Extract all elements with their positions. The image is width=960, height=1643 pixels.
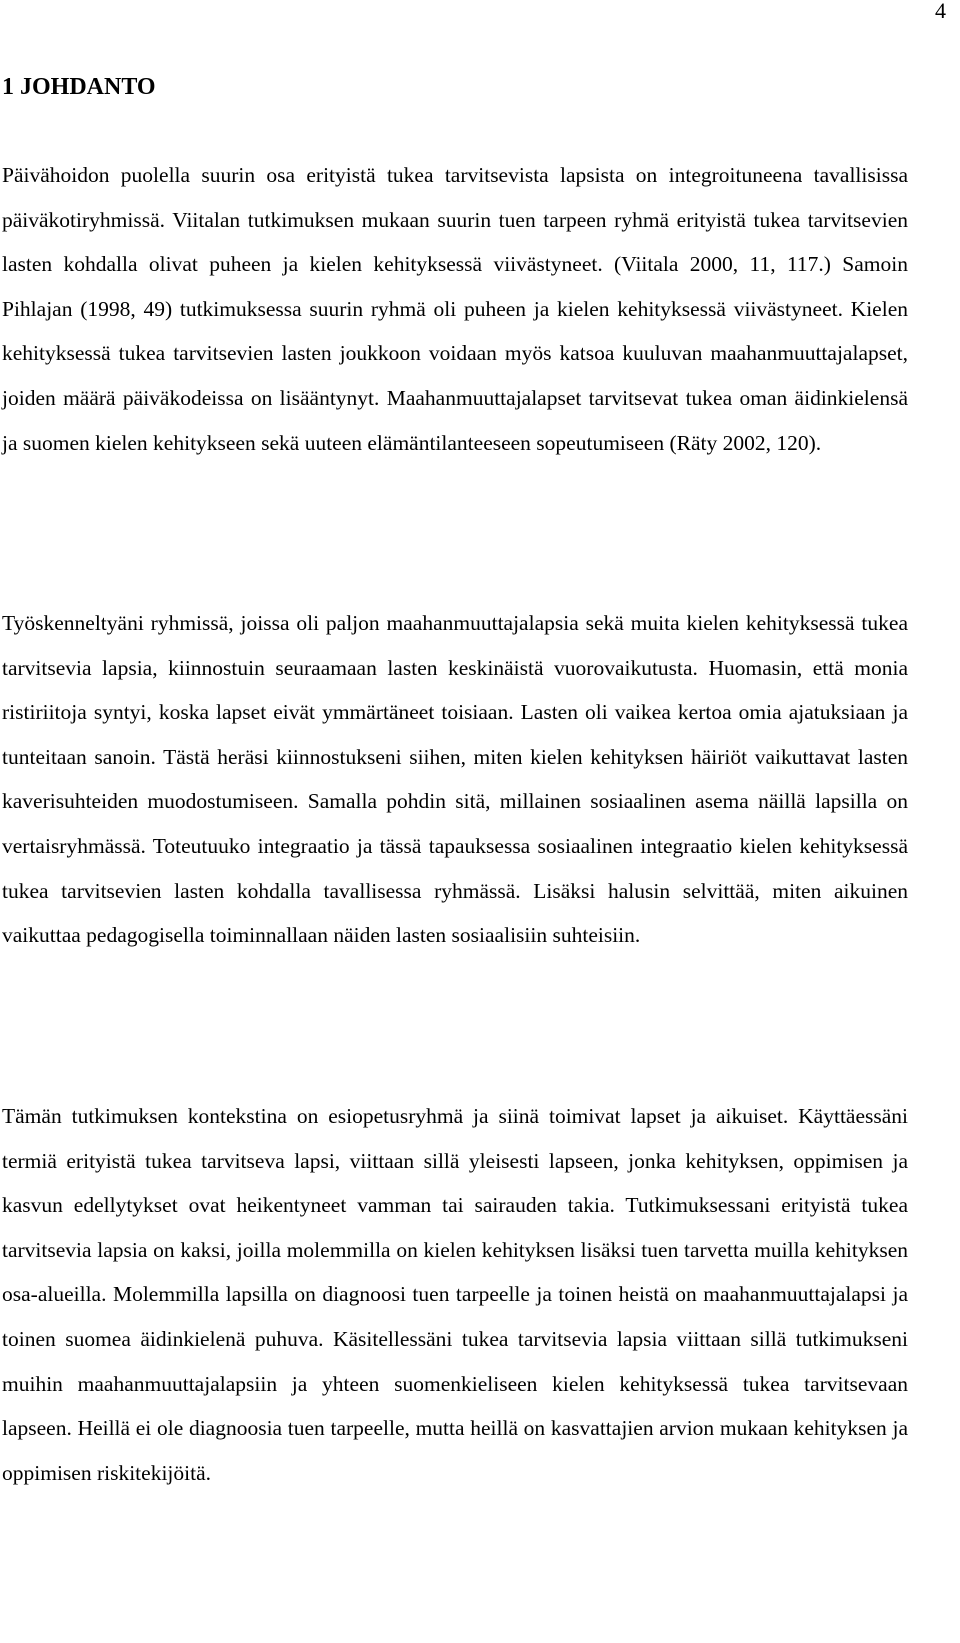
paragraph-2: Työskenneltyäni ryhmissä, joissa oli paljon maahanmuuttajalapsia sekä muita kielen kehityksessä tukea tarvitsevia lapsia, kiinnostuin seuraamaan lasten keskinäistä vuorovaikutusta. Huomasin, että monia ristiriitoja syntyi, koska lapset eivät ymmärtäneet toisiaan. Lasten oli vaikea kertoa omia ajatuksiaan ja tunteitaan sanoin. Tästä heräsi kiinnostukseni siihen, miten kielen kehityksen häiriöt vaikuttavat lasten kaverisuhteiden muodostumiseen. Samalla pohdin sitä, millainen sosiaalinen asema näillä lapsilla on vertaisryhmässä. Toteutuuko integraatio ja tässä tapauksessa sosiaalinen integraatio kielen kehityksessä tukea tarvitsevien lasten kohdalla tavallisessa ryhmässä. Lisäksi halusin selvittää, miten aikuinen vaikuttaa pedagogisella toiminnallaan näiden lasten sosiaalisiin suhteisiin. — [2, 611, 908, 948]
paragraph-3: Tämän tutkimuksen kontekstina on esiopetusryhmä ja siinä toimivat lapset ja aikuiset. Käyttäessäni termiä erityistä tukea tarvitseva lapsi, viittaan sillä yleisesti lapseen, jonka kehityksen, oppimisen ja kasvun edellytykset ovat heikentyneet vamman tai sairauden takia. Tutkimuksessani erityistä tukea tarvitsevia lapsia on kaksi, joilla molemmilla on kielen kehityksen lisäksi tuen tarvetta muilla kehityksen osa-alueilla. Molemmilla lapsilla on diagnoosi tuen tarpeelle ja toinen heistä on maahanmuuttajalapsi ja toinen suomea äidinkielenä puhuva. Käsitellessäni tukea tarvitsevia lapsia viittaan sillä tutkimukseni muihin maahanmuuttajalapsiin ja yhteen suomenkieliseen kielen kehityksessä tukea tarvitsevaan lapseen. Heillä ei ole diagnoosia tuen tarpeelle, mutta heillä on kasvattajien arvion mukaan kehityksen ja oppimisen riskitekijöitä. — [2, 1104, 908, 1485]
chapter-heading: 1 JOHDANTO — [2, 74, 156, 100]
page-number: 4 — [935, 0, 946, 23]
paragraph-1: Päivähoidon puolella suurin osa erityistä tukea tarvitsevista lapsista on integroituneena tavallisissa päiväkotiryhmissä. Viitalan tutkimuksen mukaan suurin tuen tarpeen ryhmä erityistä tukea tarvitsevien lasten kohdalla olivat puheen ja kielen kehityksessä viivästyneet. (Viitala 2000, 11, 117.) Samoin Pihlajan (1998, 49) tutkimuksessa suurin ryhmä oli puheen ja kielen kehityksessä viivästyneet. Kielen kehityksessä tukea tarvitsevien lasten joukkoon voidaan myös katsoa kuuluvan maahanmuuttajalapset, joiden määrä päiväkodeissa on lisääntynyt. Maahanmuuttajalapset tarvitsevat tukea oman äidinkielensä ja suomen kielen kehitykseen sekä uuteen elämäntilanteeseen sopeutumiseen (Räty 2002, 120). — [2, 163, 908, 455]
